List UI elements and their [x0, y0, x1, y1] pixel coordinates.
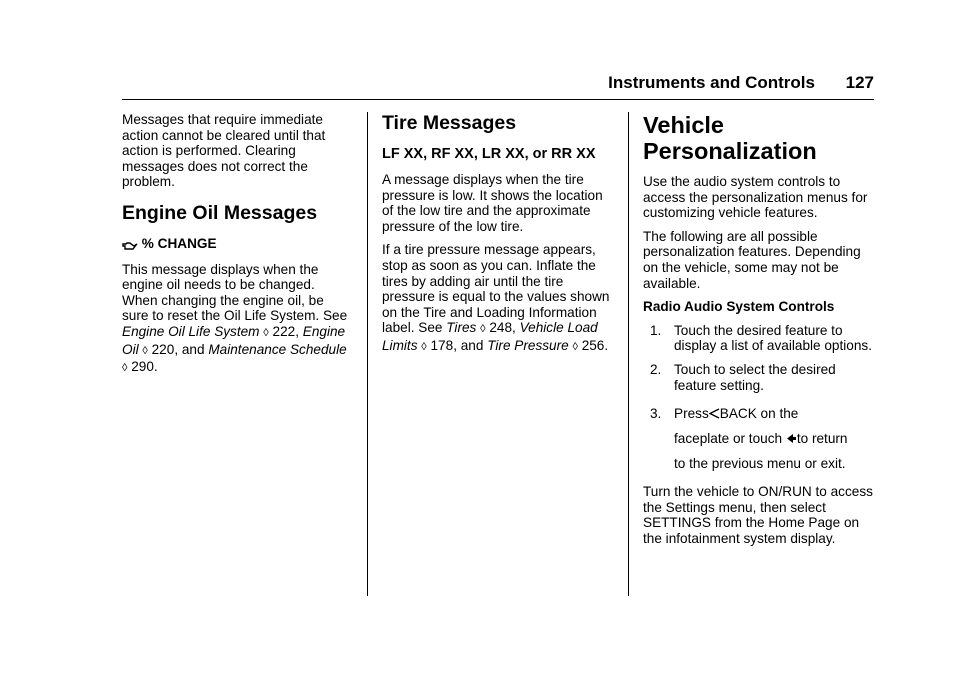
steps-list: [643, 323, 878, 476]
personalization-paragraph-1: Use the audio system controls to access the personalization menus for customizing vehicle features.: [643, 174, 868, 221]
tire-subheading: LF XX, RF XX, LR XX, or RR XX: [382, 146, 596, 162]
ref-page[interactable]: 220: [151, 341, 175, 357]
ref-page[interactable]: 222: [272, 323, 296, 339]
personalization-paragraph-3: Turn the vehicle to ON/RUN to access the Settings menu, then select SETTINGS from the Home Page on the infotainment system display.: [643, 484, 873, 546]
column-2: [382, 112, 617, 364]
page-ref-icon: ◊: [480, 323, 486, 336]
ref-link[interactable]: Tires: [446, 320, 477, 336]
engine-oil-heading: Engine Oil Messages: [122, 201, 318, 224]
personalization-paragraph-2: The following are all possible personalization features. Depending on the vehicle, some may not be available.: [643, 228, 861, 291]
oil-change-message: [122, 236, 352, 252]
ref-link[interactable]: Tire Pressure: [487, 337, 569, 353]
page-ref-icon: ◊: [122, 362, 128, 375]
ref-link[interactable]: Engine Oil Life System: [122, 323, 260, 339]
radio-controls-subheading: Radio Audio System Controls: [643, 299, 835, 315]
tire-messages-heading: Tire Messages: [382, 112, 517, 134]
section-title: Instruments and Controls: [608, 73, 815, 92]
column-3: [643, 112, 878, 555]
page-number: 127: [845, 73, 874, 92]
oil-change-label: % CHANGE: [141, 235, 217, 251]
oil-can-icon: [122, 239, 138, 249]
ref-link[interactable]: Maintenance Schedule: [208, 341, 347, 357]
tire-paragraph-1: A message displays when the tire pressure is low. It shows the location of the low tire and the approximate pressure of the low tire.: [382, 172, 603, 234]
column-divider: [367, 112, 368, 596]
list-item: 2. Touch to select the desired feature setting.: [650, 361, 836, 393]
vehicle-personalization-heading: Vehicle Personalization: [643, 112, 817, 164]
page-ref-icon: ◊: [421, 340, 427, 353]
back-arrow-icon: [709, 402, 720, 413]
page-ref-icon: ◊: [572, 340, 578, 353]
ref-link[interactable]: Engine Oil: [122, 323, 346, 357]
list-item: 1. Touch the desired feature to display a list of available options.: [650, 322, 872, 354]
column-divider: [628, 112, 629, 596]
ref-page[interactable]: 178: [430, 337, 454, 353]
ref-page[interactable]: 256: [581, 337, 605, 353]
ref-page[interactable]: 248: [489, 320, 513, 336]
tire-paragraph-2: If a tire pressure message appears, stop as soon as you can. Inflate the tires by adding air until the tire pressure is equal to the values shown on the Tire and Loading Information label. See Tires ◊ 248, Vehicle Load Limits ◊ 178, and Tire Pressure ◊ 256.: [382, 242, 610, 353]
column-1: [122, 112, 352, 385]
ref-page[interactable]: 290: [131, 359, 154, 375]
back-arrow-filled-icon: [786, 427, 797, 438]
list-item: 3. Press BACK on the faceplate or touch to return to the previous menu or exit.: [643, 401, 878, 476]
engine-oil-paragraph: This message displays when the engine oil needs to be changed. When changing the engine oil, be sure to reset the Oil Life System. See Engine Oil Life System ◊ 222, Engine Oil ◊ 220, and Maintenance Schedule ◊ 290.: [122, 261, 348, 375]
page-ref-icon: ◊: [142, 344, 148, 357]
ref-link[interactable]: Vehicle Load Limits: [382, 320, 598, 353]
intro-paragraph: Messages that require immediate action cannot be cleared until that action is performed. Clearing messages does not correct the problem.: [122, 112, 326, 190]
header-rule: [122, 99, 874, 100]
page-ref-icon: ◊: [263, 326, 269, 339]
